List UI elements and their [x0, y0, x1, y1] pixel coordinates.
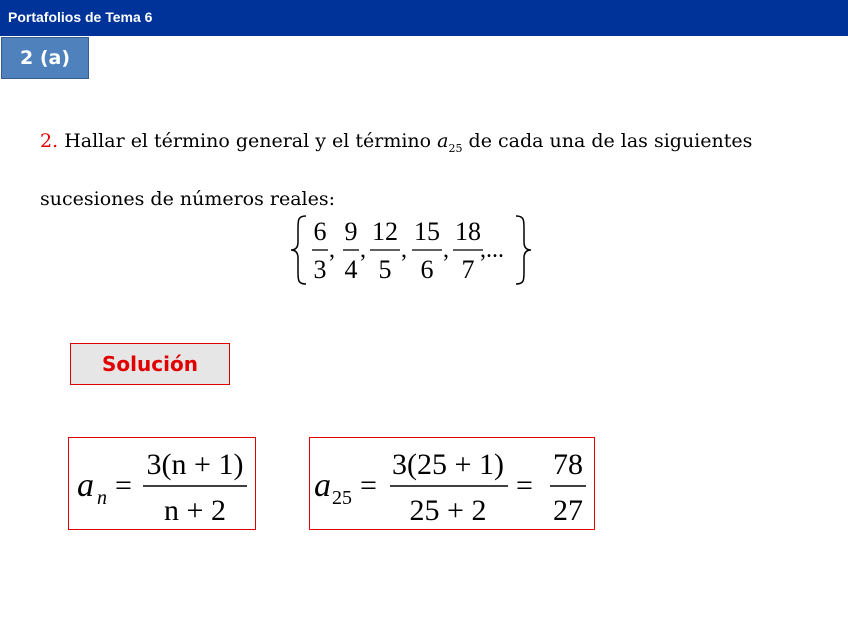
seq-denominator: 3	[313, 255, 327, 284]
left-brace	[291, 216, 306, 284]
seq-denominator: 6	[420, 255, 434, 284]
problem-text-after: de cada una de las siguientes sucesiones de números reales:	[40, 130, 753, 210]
a25-lhs-sub: 25	[332, 487, 352, 509]
term-symbol: a	[437, 130, 449, 152]
seq-numerator: 12	[372, 217, 398, 246]
a25-eq: =	[360, 469, 377, 502]
gen-lhs-sub: n	[97, 487, 107, 509]
seq-numerator: 15	[414, 217, 440, 246]
page-title: Portafolios de Tema 6	[8, 9, 153, 25]
sequence-formula	[290, 210, 540, 290]
seq-denominator: 4	[344, 255, 358, 284]
gen-numerator: 3(n + 1)	[146, 448, 244, 481]
seq-comma: ,	[401, 237, 407, 263]
seq-numerator: 9	[344, 217, 358, 246]
seq-comma: ,	[329, 237, 335, 263]
problem-text-before: Hallar el término general y el término	[64, 130, 432, 152]
a25-denominator: 25 + 2	[409, 494, 487, 527]
a25-numerator: 3(25 + 1)	[392, 448, 504, 481]
seq-denominator: 5	[378, 255, 392, 284]
gen-eq: =	[115, 469, 132, 502]
result-denominator: 27	[553, 494, 583, 527]
a25-lhs: a	[314, 467, 331, 504]
general-term-formula	[68, 437, 256, 530]
result-numerator: 78	[553, 448, 583, 481]
solution-label: Solución	[70, 343, 230, 385]
a25-eq2: =	[516, 469, 533, 502]
seq-numerator: 6	[313, 217, 327, 246]
seq-denominator: 7	[461, 255, 475, 284]
sequence-ellipsis: ,...	[480, 237, 504, 263]
right-brace	[516, 216, 531, 284]
gen-lhs: a	[77, 467, 94, 504]
seq-numerator: 18	[455, 217, 481, 246]
a25-formula	[309, 437, 595, 530]
gen-denominator: n + 2	[164, 494, 226, 527]
header-bar	[0, 0, 848, 36]
problem-number: 2.	[40, 130, 59, 152]
problem-statement	[40, 116, 840, 224]
term-subscript: 25	[448, 141, 463, 155]
seq-comma: ,	[443, 237, 449, 263]
section-tab: 2 (a)	[1, 37, 89, 79]
seq-comma: ,	[360, 237, 366, 263]
